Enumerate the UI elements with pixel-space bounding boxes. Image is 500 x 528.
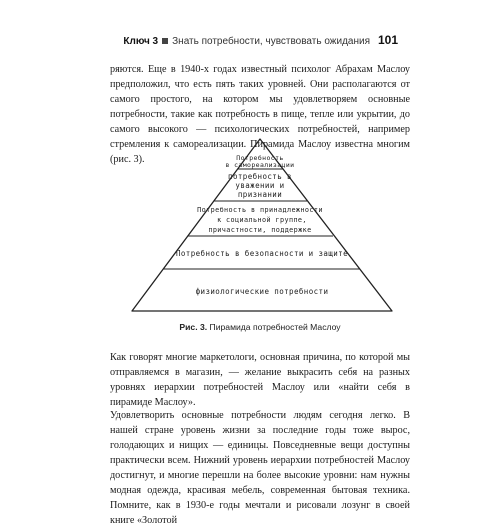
figure-caption — [110, 322, 410, 332]
level-1-line-1: Потребность — [236, 154, 284, 162]
figure-caption-text: Пирамида потребностей Маслоу — [209, 322, 341, 332]
level-2-line-2: уважении и — [235, 181, 285, 190]
running-header — [0, 36, 370, 47]
level-1-line-2: в самореализации — [225, 161, 295, 169]
maslow-pyramid-diagram — [110, 135, 410, 315]
level-3-line-3: причастности, поддержке — [208, 226, 312, 234]
page-number: 101 — [378, 33, 399, 47]
pyramid-svg — [110, 135, 410, 315]
level-5-line-1: физиологические потребности — [195, 287, 329, 296]
paragraph-2: Как говорят многие маркетологи, основная причина, по которой мы отправляемся в магазин, — желание выкрасить себя на разных уровнях иерархии потребностей Маслоу или «найти себя в пирамиде Маслоу». — [110, 352, 410, 408]
level-3-line-1: Потребность в принадлежности — [197, 206, 323, 214]
figure-label: Рис. 3. — [179, 322, 208, 332]
level-2-line-1: потребность в — [228, 172, 292, 181]
chapter-title: Знать потребности, чувствовать ожидания — [172, 36, 370, 47]
chapter-key-label: Ключ 3 — [123, 36, 159, 47]
level-4-line-1: Потребность в безопасности и защите — [175, 249, 349, 258]
paragraph-1: ряются. Еще в 1940-х годах известный психолог Абрахам Маслоу предположил, что есть пять таких уровней. Они располагаются от самого простого, на котором мы удовлетворяем основные потребности, такие как потребность в пище, тепле или укрытии, до самого высокого — психологических потребностей, например стремления к самореализации. Пирамида Маслоу известна многим (рис. 3). — [110, 64, 410, 165]
separator-square — [162, 38, 168, 44]
level-2-line-3: признании — [237, 190, 283, 199]
paragraph-3: Удовлетворить основные потребности людям сегодня легко. В нашей стране уровень жизни за последние годы тоже вырос, голодающих и нищих — единицы. Повседневные вещи доступны практически всем. Нижний уровень иерархии потребностей Маслоу достигнут, и многие перешли на более высокие уровни: нам нужны модная одежда, красивая мебель, современная бытовая техника. Помните, как в 1930-е годы мечтали и рисовали лозунг в своей книге «Золотой — [110, 410, 410, 526]
level-3-line-2: к социальной группе, — [217, 216, 307, 224]
